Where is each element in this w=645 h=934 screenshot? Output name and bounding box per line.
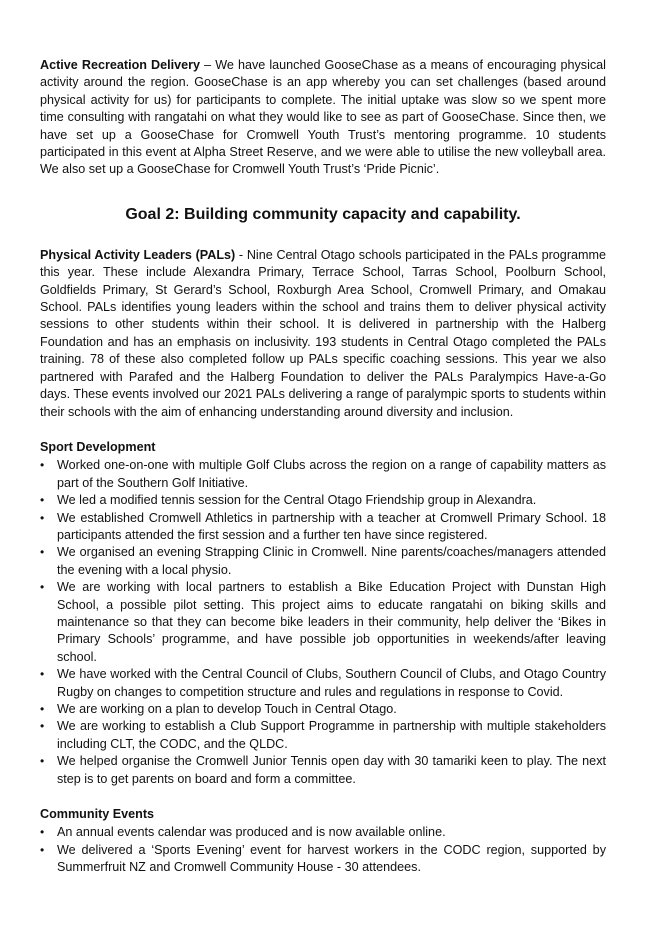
active-recreation-title: Active Recreation Delivery — [40, 58, 201, 72]
bullet-icon: • — [40, 702, 45, 716]
bullet-icon: • — [40, 580, 45, 595]
bullet-icon: • — [40, 754, 45, 769]
bullet-icon: • — [40, 667, 45, 682]
list-item: • We delivered a ‘Sports Evening’ event for harvest workers in the CODC region, supported by Summerfruit NZ and Cromwell Community House - 30 attendees. — [40, 842, 606, 875]
bullet-icon: • — [40, 825, 45, 840]
pals-title: Physical Activity Leaders (PALs) — [40, 247, 236, 262]
list-item: • We are working on a plan to develop Touch in Central Otago. — [40, 701, 606, 718]
document-page — [40, 57, 606, 877]
list-item: • We established Cromwell Athletics in partnership with a teacher at Cromwell Primary School. 18 participants attended the first session and a further ten have since registered. — [40, 510, 606, 542]
pals-paragraph — [40, 247, 606, 421]
bullet-icon: • — [40, 842, 45, 857]
list-item: • Worked one-on-one with multiple Golf Clubs across the region on a range of capability matters as part of the Southern Golf Initiative. — [40, 458, 606, 490]
bullet-icon: • — [40, 545, 45, 560]
sport-development-heading: Sport Development — [40, 439, 156, 454]
bullet-icon: • — [40, 493, 45, 508]
sport-development-list — [40, 457, 606, 788]
community-events-heading: Community Events — [40, 807, 155, 822]
goal-2-heading: Goal 2: Building community capacity and capability. — [125, 205, 521, 223]
active-recreation-body: – We have launched GooseChase as a means of encouraging physical activity around the region. GooseChase is an app whereby you can set challenges (based around physical activity for us) for participants to complete. The initial uptake was slow so we spent more time consulting with rangatahi on what they would like to see as part of GooseChase. Since then, we have set up a GooseChase for Cromwell Youth Trust’s mentoring programme. 10 students participated in this event at Alpha Street Reserve, and we were able to utilise the new volleyball area. We also set up a GooseChase for Cromwell Youth Trust’s ‘Pride Picnic’. — [40, 58, 606, 177]
bullet-icon: • — [40, 510, 45, 525]
list-item: • We have worked with the Central Council of Clubs, Southern Council of Clubs, and Otago Country Rugby on changes to competition structure and rules and regulations in response to Covid. — [40, 667, 606, 699]
list-item: • We are working with local partners to establish a Bike Education Project with Dunstan High School, a possible pilot setting. This project aims to educate rangatahi on biking skills and maintenance so that they can become bike leaders in their community, help deliver the ‘Bikes in Primary Schools’ programme, and have possible job opportunities in weekends/after leaving school. — [40, 580, 606, 664]
list-item: • We organised an evening Strapping Clinic in Cromwell. Nine parents/coaches/managers attended the evening with a local physio. — [40, 545, 606, 577]
bullet-icon: • — [40, 719, 45, 734]
list-item: • We are working to establish a Club Support Programme in partnership with multiple stakeholders including CLT, the CODC, and the QLDC. — [40, 719, 606, 751]
list-item: • We helped organise the Cromwell Junior Tennis open day with 30 tamariki keen to play. The next step is to get parents on board and form a committee. — [40, 754, 606, 786]
list-item: • An annual events calendar was produced and is now available online. — [40, 824, 606, 841]
community-events-list — [40, 824, 606, 876]
list-item: • We led a modified tennis session for the Central Otago Friendship group in Alexandra. — [40, 492, 606, 509]
active-recreation-paragraph — [40, 57, 606, 179]
pals-body: - Nine Central Otago schools participated in the PALs programme this year. These include Alexandra Primary, Terrace School, Tarras School, Poolburn School, Goldfields Primary, St Gerard’s School, Roxburgh Area School, Cromwell Primary, and Omakau School. PALs identifies young leaders within the school and trains them to deliver physical activity sessions to other students within their school. It is delivered in partnership with the Halberg Foundation and has an emphasis on inclusivity. 193 students in Central Otago completed the PALs training. 78 of these also completed follow up PALs specific coaching sessions. This year we also partnered with Parafed and the Halberg Foundation to deliver the PALs Paralympics Have-a-Go days. These events involved our 2021 PALs delivering a range of paralympic sports to students within their schools with the aim of enhancing understanding around diversity and inclusion. — [40, 247, 606, 419]
bullet-icon: • — [40, 458, 45, 473]
